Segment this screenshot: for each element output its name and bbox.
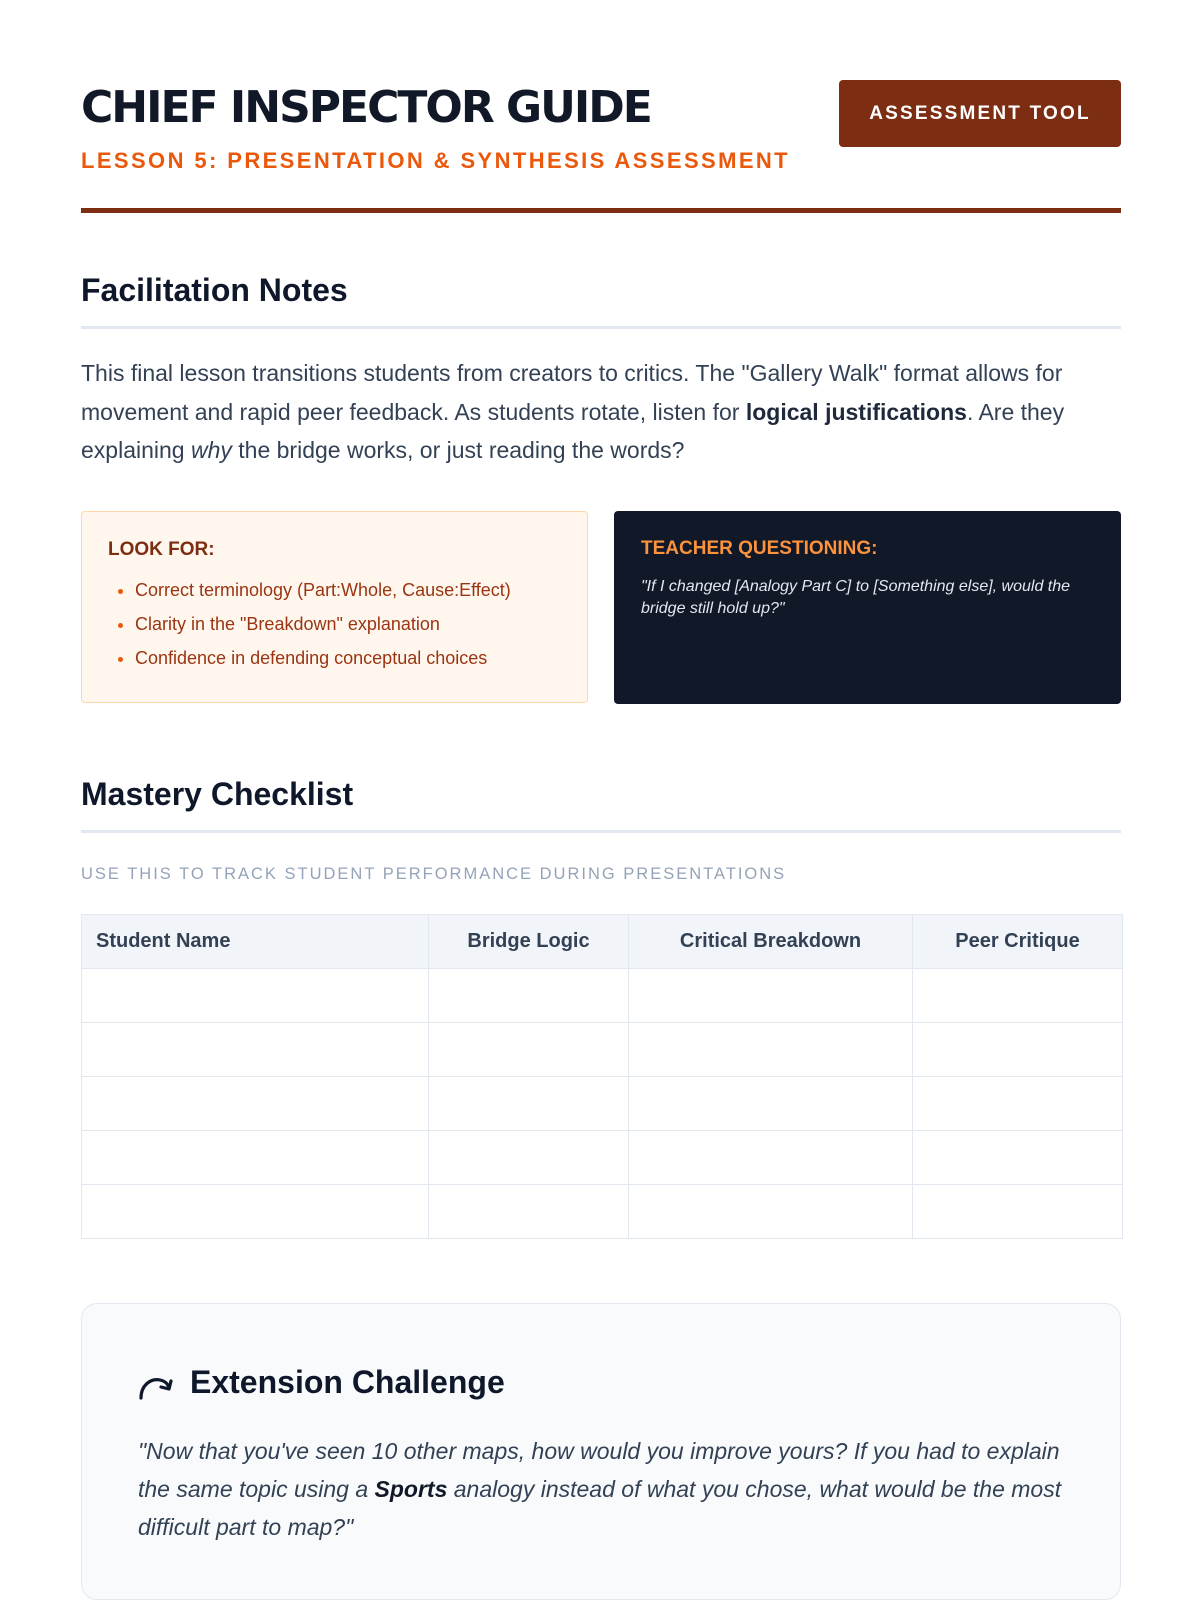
column-header-student-name: Student Name	[82, 915, 429, 969]
intro-text-1: This final lesson transitions students from creators to critics. The "Gallery Walk" format allows for movement and rapid peer feedback. As students rotate, listen for	[81, 360, 1063, 425]
table-header-row	[82, 915, 1123, 969]
table-cell[interactable]	[629, 1023, 913, 1077]
column-header-peer-critique: Peer Critique	[913, 915, 1123, 969]
look-for-card	[81, 511, 588, 703]
extension-challenge-title: Extension Challenge	[190, 1364, 505, 1400]
table-cell[interactable]	[82, 1131, 429, 1185]
table-cell[interactable]	[429, 1131, 629, 1185]
checklist-divider	[81, 830, 1121, 833]
teacher-questioning-card	[614, 511, 1121, 704]
look-for-item: • Clarity in the "Breakdown" explanation	[135, 613, 561, 635]
column-header-bridge-logic: Bridge Logic	[429, 915, 629, 969]
intro-text-3: the bridge works, or just reading the words?	[231, 437, 685, 463]
table-cell[interactable]	[429, 1077, 629, 1131]
table-cell[interactable]	[82, 1077, 429, 1131]
table-cell[interactable]	[82, 1023, 429, 1077]
header-divider	[81, 208, 1121, 213]
checklist-heading: Mastery Checklist	[81, 776, 354, 812]
table-cell[interactable]	[629, 1077, 913, 1131]
quote-bold-text: Sports	[374, 1476, 448, 1502]
table-cell[interactable]	[429, 1023, 629, 1077]
look-for-item: • Confidence in defending conceptual choices	[135, 647, 561, 669]
facilitation-intro	[81, 354, 1126, 470]
quote-text-1: "Now that you've seen 10 other maps, how would you improve yours? If you had to explain the same topic using a	[138, 1438, 1060, 1502]
table-cell[interactable]	[82, 1185, 429, 1239]
column-header-critical-breakdown: Critical Breakdown	[629, 915, 913, 969]
table-row	[82, 1023, 1123, 1077]
intro-bold-text: logical justifications	[745, 398, 967, 425]
table-cell[interactable]	[913, 1131, 1123, 1185]
intro-italic-text: why	[190, 437, 232, 463]
table-cell[interactable]	[913, 1077, 1123, 1131]
page-title: CHIEF INSPECTOR GUIDE	[81, 82, 651, 133]
checklist-hint: USE THIS TO TRACK STUDENT PERFORMANCE DURING PRESENTATIONS	[81, 865, 787, 883]
intro-text-2: . Are they explaining	[81, 398, 1065, 463]
teacher-question-text: "If I changed [Analogy Part C] to [Something else], would the bridge still hold up?"	[641, 578, 1071, 617]
table-cell[interactable]	[429, 1185, 629, 1239]
table-cell[interactable]	[913, 1185, 1123, 1239]
table-cell[interactable]	[629, 969, 913, 1023]
teacher-questioning-title: TEACHER QUESTIONING:	[641, 538, 878, 559]
extension-challenge-quote	[138, 1432, 1068, 1546]
redo-arrow-icon	[138, 1372, 174, 1402]
table-cell[interactable]	[629, 1185, 913, 1239]
table-cell[interactable]	[913, 1023, 1123, 1077]
quote-text-2: analogy instead of what you chose, what would be the most difficult part to map?"	[138, 1476, 1062, 1540]
facilitation-divider	[81, 326, 1121, 329]
look-for-item: • Correct terminology (Part:Whole, Cause:Effect)	[135, 579, 561, 601]
table-row	[82, 1077, 1123, 1131]
table-row	[82, 1131, 1123, 1185]
extension-challenge-box	[81, 1303, 1121, 1600]
page-header	[81, 80, 1121, 212]
table-row	[82, 1185, 1123, 1239]
look-for-title: LOOK FOR:	[108, 539, 215, 560]
lesson-subtitle: LESSON 5: PRESENTATION & SYNTHESIS ASSESSMENT	[81, 148, 791, 173]
table-row	[82, 969, 1123, 1023]
assessment-tool-button[interactable]: ASSESSMENT TOOL	[839, 80, 1121, 147]
facilitation-heading: Facilitation Notes	[81, 272, 348, 308]
table-cell[interactable]	[429, 969, 629, 1023]
look-for-list	[108, 579, 561, 669]
table-cell[interactable]	[913, 969, 1123, 1023]
table-cell[interactable]	[82, 969, 429, 1023]
mastery-checklist-table	[81, 914, 1123, 1239]
table-cell[interactable]	[629, 1131, 913, 1185]
